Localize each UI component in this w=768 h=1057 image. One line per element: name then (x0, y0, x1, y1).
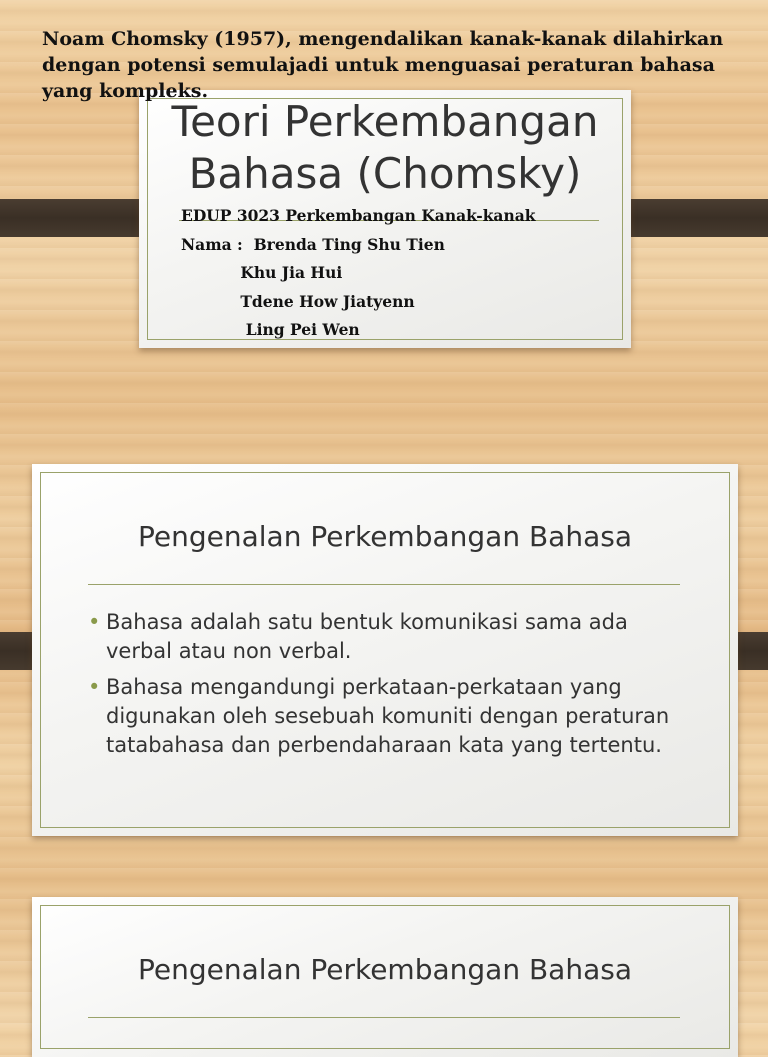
member-name: Nama : Brenda Ting Shu Tien (181, 234, 445, 254)
slide-title: Pengenalan Perkembangan Bahasa (138, 953, 632, 986)
title-line-2: Bahasa (Chomsky) (188, 149, 582, 198)
slide-info (181, 202, 536, 345)
bullet-icon: • (88, 675, 101, 699)
course-code: EDUP 3023 Perkembangan Kanak-kanak (181, 206, 536, 225)
bullet-icon: • (88, 610, 101, 634)
slide-title (139, 96, 631, 200)
title-divider (88, 584, 680, 585)
member-name: Khu Jia Hui (181, 263, 343, 282)
band-left-1 (0, 199, 156, 237)
bullet-text: Bahasa mengandungi perkataan-perkataan yang digunakan oleh sesebuah komuniti dengan peraturan tatabahasa dan perbendaharaan kata yang tertentu. (106, 675, 670, 757)
member-name: Ling Pei Wen (181, 320, 360, 339)
content-slide (32, 897, 738, 1057)
bullet-item (88, 673, 678, 760)
slide-title: Pengenalan Perkembangan Bahasa (138, 520, 632, 553)
caption-text: Noam Chomsky (1957), mengendalikan kanak-kanak dilahirkan dengan potensi semulajadi untuk menguasai peraturan bahasa yang kompleks. (42, 28, 724, 102)
bullet-item (88, 608, 678, 666)
title-slide (139, 90, 631, 348)
member-name: Tdene How Jiatyenn (181, 291, 415, 311)
band-right-1 (613, 199, 768, 237)
content-slide (32, 464, 738, 836)
bullet-text: Bahasa adalah satu bentuk komunikasi sama ada verbal atau non verbal. (106, 610, 628, 663)
title-divider (88, 1017, 680, 1018)
title-line-1: Teori Perkembangan (171, 97, 599, 146)
bullet-list (88, 608, 678, 767)
